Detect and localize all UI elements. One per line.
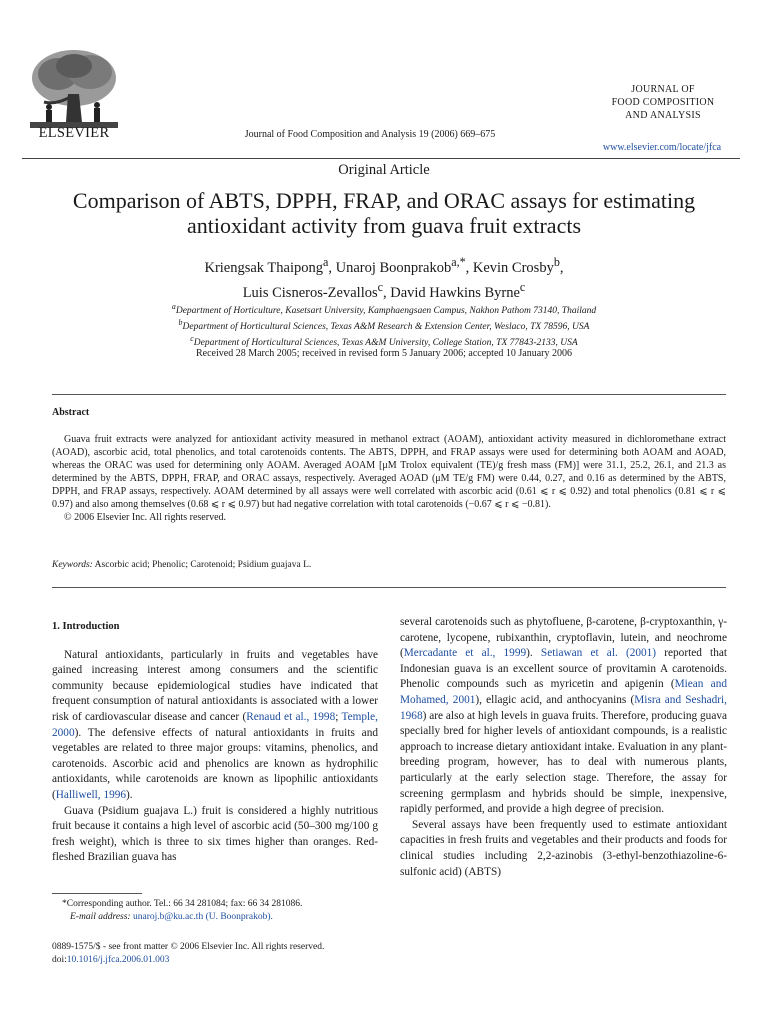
author-name: Unaroj Boonprakob	[335, 259, 452, 276]
section-heading: 1. Introduction	[52, 621, 120, 632]
header-divider	[22, 158, 740, 159]
paragraph: Guava (Psidium guajava L.) fruit is considered a highly nutritious fruit because it contains a high level of ascorbic acid (50–300 mg/100 g fresh weight), which is three to six times higher than oranges. Red-fleshed Brazilian guava has	[52, 804, 378, 864]
journal-citation: Journal of Food Composition and Analysis 19 (2006) 669–675	[244, 129, 496, 140]
email-link[interactable]: unaroj.b@ku.ac.th (U. Boonprakob).	[132, 912, 273, 922]
author-sup: b	[553, 255, 560, 269]
email-line: E-mail address: unaroj.b@ku.ac.th (U. Boonprakob).	[70, 912, 273, 922]
citation-link[interactable]: Misra and Seshadri, 1968	[400, 693, 727, 722]
author-name: Kriengsak Thaipong	[204, 259, 323, 276]
keywords-text: Ascorbic acid; Phenolic; Carotenoid; Psidium guajava L.	[94, 560, 312, 570]
footnote	[52, 898, 378, 924]
citation-link[interactable]: Temple, 2000	[52, 710, 379, 739]
issn-line: 0889-1575/$ - see front matter © 2006 Elsevier Inc. All rights reserved.	[52, 942, 325, 952]
author-sup: a	[323, 255, 329, 269]
received-dates: Received 28 March 2005; received in revised form 5 January 2006; accepted 10 January 2006	[196, 348, 572, 359]
right-column	[400, 615, 727, 880]
footnote-divider	[52, 893, 142, 894]
journal-name-line: AND ANALYSIS	[625, 110, 701, 121]
keywords-label: Keywords:	[52, 560, 93, 570]
paragraph: Natural antioxidants, particularly in fruits and vegetables have gained increasing interest among consumers and the scientific community because epidemiological studies have indicated that frequent consumption of natural antioxidants is associated with a lower risk of cardiovascular disease and cancer (Renaud et al., 1998; Temple, 2000). The defensive effects of natural antioxidants in fruits and vegetables are related to three major groups: vitamins, phenolics, and carotenoids. Ascorbic acid and phenolics are known as hydrophilic antioxidants, while carotenoids are known as lipophilic antioxidants (Halliwell, 1996).	[52, 648, 379, 801]
author-sup: c	[519, 279, 526, 294]
corresponding-author: *Corresponding author. Tel.: 66 34 281084; fax: 66 34 281086.	[62, 899, 303, 909]
affiliation: $^c$Department of Horticultural Sciences, Texas A&M University, College Station, TX 77843-2133, USA	[190, 334, 578, 349]
front-matter	[52, 941, 378, 967]
paragraph: Several assays have been frequently used to estimate antioxidant capacities in fresh fruits and vegetables and their products and foods for clinical studies including 2,2-azinobis (3-ethyl-benzothiazoline-6-sulfonic acid) (ABTS)	[400, 818, 727, 878]
abstract-top-divider	[52, 394, 726, 395]
abstract-heading: Abstract	[52, 407, 90, 418]
citation-link[interactable]: Miean and Mohamed, 2001	[400, 678, 727, 706]
citation-link[interactable]: Setiawan et al. (2001)	[540, 647, 657, 660]
doi-link[interactable]: 10.1016/j.jfca.2006.01.003	[66, 955, 170, 965]
author-list: Kriengsak Thaipong$^a$, Unaroj Boonprakob$^{a,*}$, Kevin Crosby$^b$, Luis Cisneros-Zevallos$^c$, David Hawkins Byrne$^c$	[204, 255, 564, 301]
article-type: Original Article	[338, 162, 430, 178]
doi-line: doi:10.1016/j.jfca.2006.01.003	[52, 955, 170, 965]
left-column	[52, 619, 378, 866]
affiliations	[60, 301, 708, 349]
journal-name-line: FOOD COMPOSITION	[611, 97, 715, 108]
affiliation: $^a$Department of Horticulture, Kasetsart University, Kamphaengsaen Campus, Nakhon Pathom 73140, Thailand	[171, 302, 597, 317]
author-sup: c	[377, 279, 383, 294]
publisher-name: ELSEVIER	[38, 125, 110, 141]
journal-name	[600, 83, 726, 122]
journal-url-link[interactable]: www.elsevier.com/locate/jfca	[602, 142, 722, 153]
citation-link[interactable]: Renaud et al., 1998	[246, 710, 336, 723]
paragraph: several carotenoids such as phytofluene, β-carotene, β-cryptoxanthin, γ-carotene, lycopene, rubixanthin, cryptoflavin, lutein, and neochrome (Mercadante et al., 1999). Setiawan et al. (2001) reported that Indonesian guava is an excellent source of provitamin A carotenoids. Phenolic compounds such as myricetin and apigenin (Miean and Mohamed, 2001), ellagic acid, and anthocyanins (Misra and Seshadri, 1968) are also at high levels in guava fruits. Therefore, producing guava specially bred for higher levels of antioxidant compounds, is a realistic approach to increase dietary antioxidant intake. Evaluation in any plant-breeding program, however, has to deal with numerous plants, particularly at the early selection stage. Therefore, the assay for screening germplasm and hybrids should be simple, inexpensive, rapidly performed, and provide a high degree of precision.	[400, 616, 727, 816]
abstract-bottom-divider	[52, 587, 726, 588]
keywords	[52, 560, 726, 570]
journal-name-line: JOURNAL OF	[631, 84, 695, 95]
citation-link[interactable]: Mercadante et al., 1999	[403, 647, 527, 660]
author-name: Kevin Crosby	[472, 259, 554, 276]
author-name: David Hawkins Byrne	[390, 284, 520, 301]
author-name: Luis Cisneros-Zevallos	[242, 284, 378, 301]
abstract-body	[52, 433, 726, 524]
article-title: Comparison of ABTS, DPPH, FRAP, and ORAC assays for estimating antioxidant activity from guava fruit extracts	[72, 188, 696, 238]
citation-link[interactable]: Halliwell, 1996	[55, 788, 127, 801]
affiliation: $^b$Department of Horticultural Sciences, Texas A&M Research & Extension Center, Weslaco, TX 78596, USA	[178, 318, 590, 333]
abstract-copyright: © 2006 Elsevier Inc. All rights reserved.	[64, 512, 227, 523]
abstract-text: Guava fruit extracts were analyzed for antioxidant activity measured in methanol extract (AOAM), antioxidant activity measured in dichloromethane extract (AOAD), ascorbic acid, total phenolics, and total carotenoids contents. The ABTS, DPPH, and FRAP assays were used for determining both AOAM and AOAD, whereas the ORAC was used for determining only AOAM. Averaged AOAM [μM Trolox equivalent (TE)/g fresh mass (FM)] were 31.1, 25.2, 26.1, and 21.3 as determined by the ABTS, DPPH, FRAP, and ORAC assays, respectively. Averaged AOAD (μM TE/g FM) were 0.44, 0.27, and 0.16 as determined by the ABTS, DPPH, and FRAP assays, respectively. AOAM determined by all assays were well correlated with ascorbic acid (0.61 ⩽ r ⩽ 0.92) and total phenolics (0.81 ⩽ r ⩽ 0.97) and also among themselves (0.68 ⩽ r ⩽ 0.97) but had negative correlation with total carotenoids (−0.67 ⩽ r ⩽ −0.81).	[52, 434, 726, 510]
author-sup: a,*	[451, 255, 466, 269]
